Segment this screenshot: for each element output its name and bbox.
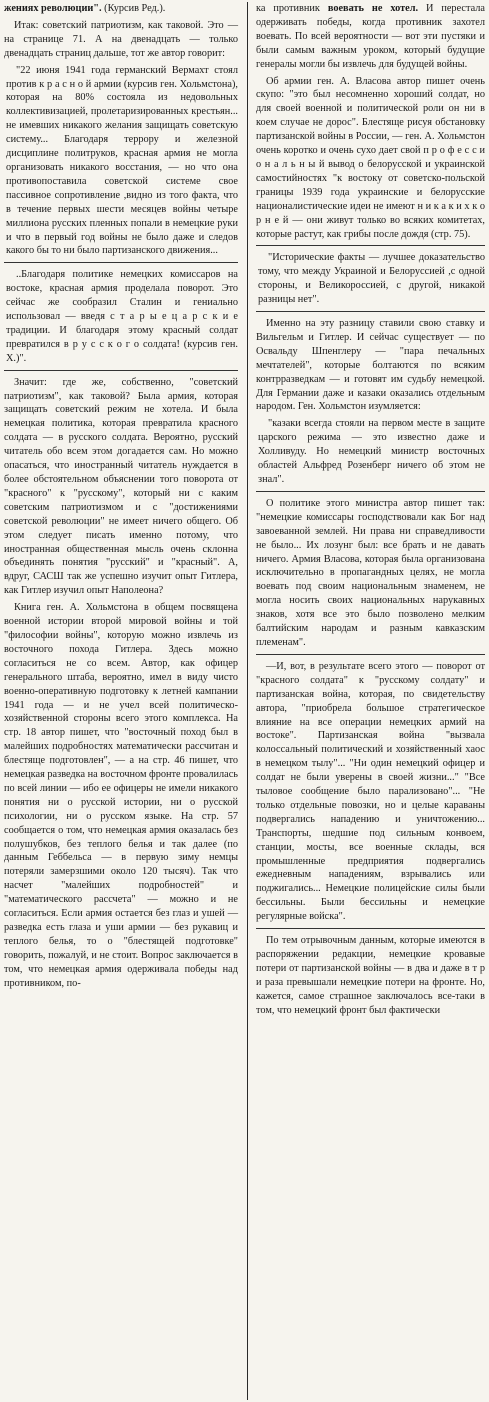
paragraph-text: "Исторические факты — лучшее доказательство тому, что между Украиной и Белоруссией ,с одной стороны, и Великороссией, с другой, никакой разницы нет". bbox=[258, 252, 485, 306]
paragraph-text: ..Благодаря политике немецких комиссаров на востоке, красная армия проделала поворот. Это сейчас же сообразил Сталин и гениально использовал — введя с т а р ы е ц а р с к и е традиции. И благодаря этому красный солдат превратился в р у с с к о г о солдата! (курсив ген. Х.)". bbox=[6, 269, 238, 364]
text-paragraph bbox=[256, 934, 485, 1017]
section-divider bbox=[4, 262, 238, 263]
bold-lead-text: жениях революции". bbox=[4, 3, 102, 14]
paragraph-text: ка противник bbox=[256, 3, 328, 14]
text-paragraph bbox=[256, 75, 485, 242]
text-paragraph bbox=[256, 2, 485, 72]
section-divider bbox=[256, 311, 485, 312]
section-divider bbox=[256, 491, 485, 492]
right-text-column bbox=[250, 2, 485, 1400]
paragraph-text: Об армии ген. А. Власова автор пишет очень скупо: "это был несомненно хороший солдат, но для своей военной и политической роли он ни в коем случае не дорос". Блестяще рисуя обстановку партизанской войны в России, — ген. А. Хольмстон очень коротко и очень сухо дает свой п р о ф е с с и о н а л ь н ы й вывод о белорусской и украинской самостийностях "к востоку от советско-польской границы 1939 года украинские и белорусские националистические идеи не имеют н и к а к и х к о р н е й — они живут только во всяких комитетах, которые растут, как грибы после дождя (стр. 75). bbox=[256, 75, 485, 240]
text-paragraph bbox=[256, 317, 485, 414]
section-divider bbox=[256, 245, 485, 246]
text-paragraph bbox=[4, 376, 238, 599]
paragraph-text: "казаки всегда стояли на первом месте в защите царского режима — это известно даже и Холливуду. Но немецкий министр восточных областей Альфред Розенберг ничего об этом не знал". bbox=[258, 418, 485, 485]
paragraph-text: По тем отрывочным данным, которые имеются в распоряжении редакции, немецкие кровавые потери от партизанской войны — в два и даже в т р и раза превышали немецкие потери на фронте. Но, кажется, самое страшное заключалось все-таки в том, что немецкий фронт был фактически bbox=[256, 935, 485, 1016]
quotation-paragraph bbox=[6, 268, 238, 365]
column-divider bbox=[247, 2, 248, 1400]
text-paragraph bbox=[4, 601, 238, 990]
text-paragraph bbox=[4, 19, 238, 61]
paragraph-text: О политике этого министра автор пишет так: "немецкие комиссары господствовали как Бог над завоеванной землей. Ни права ни справедливости не было... Их лозунг был: все брать и не давать ничего. Армия Власова, которая была организована исключительно в пропагандных целях, не могла воевать под своим национальным знаменем, не могла носить своих национальных нарукавных знаков, хотя все это было позволено мелким балтийским народам и разным кавказским племенам". bbox=[256, 497, 485, 648]
newspaper-page bbox=[4, 2, 485, 1400]
paragraph-text: Значит: где же, собственно, "советский патриотизм", как таковой? Была армия, которая защищать советский режим не хотела. И была немецкая политика, которая превратила красного солдата — в русского солдата. Вероятно, русский читатель обо всем этом догадается сам. Но можно опасаться, что иностранный читатель нуждается в более обстоятельном объяснении того поворота от "красного" к "русскому", который ни с каким советским патриотизмом и с "достижениями советской революции" не имеет ничего общего. Об этом следует писать именно потому, что иностранная общественная мысль очень склонна объединять понятия "русский" и "красный". А, вдруг, САСШ так же успешно изучит опыт Гитлера, как Гитлер изучил опыт Наполеона? bbox=[4, 376, 238, 597]
text-paragraph bbox=[4, 2, 238, 16]
paragraph-text: Книга ген. А. Хольмстона в общем посвящена военной истории второй мировой войны и той "философии войны", которую можно извлечь из восточного похода Гитлера. Здесь можно согласиться не со всем. Автор, как офицер генерального штаба, вероятно, имел в виду чисто военно-оперативную подготовку к летней кампании 1941 года — и не учел всей политическо-хозяйственной стороны всего этого комплекса. На стр. 18 автор пишет, что "восточный поход был в малейших подробностях математически рассчитан и блестяще подготовлен", — а на стр. 46 пишет, что немецкая разведка на восточном фронте провалилась по всей линии — ибо ее офицеры не имели никакого понятия ни о русской истории, ни о русской психологии, ни о русском языке. На стр. 57 сообщается о том, что немецкая армия оказалась без полушубков, без теплого белья и так далее (по данным Геббельса — в первую зиму немцы потеряли замерзшими около 120 тысяч). Так что насчет "малейших подробностей" и "математического рассчета" — можно и не согласиться. Если армия остается без глаз и ушей — разведка есть глаза и уши армии — без рукавиц и теплого белья, то о "блестящей подготовке" говорить, пожалуй, и не стоит. Вопрос заключается в том, что немецкая армия одерживала победы над противником, по- bbox=[4, 602, 238, 989]
section-divider bbox=[4, 370, 238, 371]
quotation-paragraph bbox=[6, 64, 238, 259]
paragraph-text: (Курсив Ред.). bbox=[101, 3, 166, 14]
text-paragraph bbox=[256, 660, 485, 924]
section-divider bbox=[256, 654, 485, 655]
paragraph-text: —И, вот, в результате всего этого — поворот от "красного солдата" к "русскому солдату" и партизанская война, которая, по свидетельству автора, "приобрела большое стратегическое влияние на все операции немецких армий на востоке". Партизанская война "вызвала колоссальный политический и хозяйственный хаос в немецком тылу"... "Ни один немецкий офицер и солдат не были уверены в своей жизни..." "Все тыловое сообщение было парализовано"... "Не только отдельные повозки, но и целые караваны подвергались нападению и уничтожению... Транспорты, шедшие под сильным конвоем, станции, мосты, все военные склады, вся промышленные предприятия подвергались ежедневным нападениям, взрывались или поджигались... Немецкие полицейские силы были бессильны. Были бессильны и немецкие регулярные войска". bbox=[256, 660, 485, 923]
paragraph-text: Именно на эту разницу ставили свою ставку и Вильгельм и Гитлер. И сейчас существует — по Освальду Шпенглеру — "пара печальных мечтателей", которые болтаются по всяким контрразведкам — и готовят им судьбу немецкой. Для Германии даже и казаки оказались отдельным народом. Ген. Хольмстон изумляется: bbox=[256, 318, 485, 413]
bold-phrase: воевать не хотел. bbox=[327, 3, 419, 14]
section-divider bbox=[256, 928, 485, 929]
quotation-paragraph bbox=[258, 417, 485, 487]
text-paragraph bbox=[256, 497, 485, 650]
paragraph-text: "22 июня 1941 года германский Вермахт стоял против к р а с н о й армии (курсив ген. Хольмстона), которая на 80% состояла из недовольных коллективизацией, пролетаризированных крестьян... не имевших никакого желания защищать советскую систему... Благодаря террору и железной дисциплине политруков, красная армия не могла организовать никакого восстания, — но что она противопоставила советской системе свое пассивное сопротивление ,видно из того факта, что в течение первых шести месяцев войны четыре миллиона русских пленных попали в немецкие руки и что в первый год войны не было даже и следов какого бы то ни было партизанского движения... bbox=[6, 64, 238, 257]
left-text-column bbox=[4, 2, 244, 1400]
paragraph-text: Итак: советский патриотизм, как таковой. Это — на странице 71. А на двенадцать — только двенадцать страниц дальше, тот же автор говорит: bbox=[4, 19, 238, 59]
paragraph-text-continued: И перестала одерживать победы, когда противник захотел воевать. По всей вероятности — вот эти пустяки и были самым важным уроком, который будущие генералы могли бы извлечь для будущей войны. bbox=[256, 3, 485, 70]
quotation-paragraph bbox=[258, 251, 485, 307]
